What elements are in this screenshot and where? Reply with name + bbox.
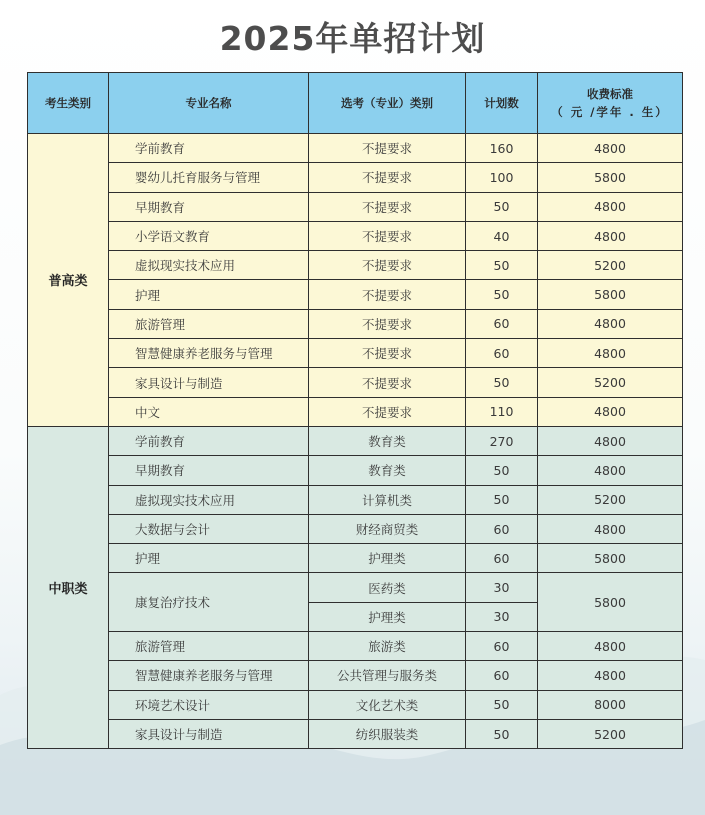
exam-type-cell: 不提要求 [309,280,466,309]
table-row [28,514,683,543]
plan-cell: 60 [466,309,538,338]
major-cell: 小学语文教育 [109,221,309,250]
table-row [28,309,683,338]
table-row [28,573,683,602]
fee-cell: 5800 [538,163,683,192]
plan-cell: 50 [466,192,538,221]
table-row [28,632,683,661]
plan-cell: 40 [466,221,538,250]
major-cell: 护理 [109,280,309,309]
major-cell: 智慧健康养老服务与管理 [109,661,309,690]
major-cell: 家具设计与制造 [109,368,309,397]
fee-cell: 4800 [538,514,683,543]
fee-cell: 4800 [538,309,683,338]
table-row [28,339,683,368]
table-header-row [28,73,683,134]
fee-cell: 5800 [538,280,683,309]
major-cell: 环境艺术设计 [109,690,309,719]
plan-cell: 60 [466,632,538,661]
fee-cell: 4800 [538,221,683,250]
plan-cell: 100 [466,163,538,192]
fee-cell: 4800 [538,339,683,368]
table-row [28,251,683,280]
exam-type-cell: 不提要求 [309,221,466,250]
exam-type-cell: 纺织服装类 [309,719,466,748]
fee-cell: 4800 [538,426,683,455]
major-cell: 家具设计与制造 [109,719,309,748]
table-row [28,280,683,309]
exam-type-cell: 不提要求 [309,339,466,368]
table-row [28,544,683,573]
fee-cell: 5200 [538,719,683,748]
fee-cell: 4800 [538,632,683,661]
exam-type-cell: 不提要求 [309,134,466,163]
exam-type-cell: 不提要求 [309,192,466,221]
exam-type-cell: 教育类 [309,426,466,455]
plan-cell: 50 [466,456,538,485]
header-category: 考生类别 [28,73,109,134]
exam-type-cell: 不提要求 [309,163,466,192]
header-plan: 计划数 [466,73,538,134]
fee-cell: 8000 [538,690,683,719]
plan-cell: 50 [466,280,538,309]
major-cell: 护理 [109,544,309,573]
table-row [28,163,683,192]
exam-type-cell: 不提要求 [309,368,466,397]
table-row [28,192,683,221]
exam-type-cell: 公共管理与服务类 [309,661,466,690]
major-cell: 婴幼儿托育服务与管理 [109,163,309,192]
plan-cell: 50 [466,719,538,748]
enrollment-plan-table [27,72,683,749]
table-row [28,426,683,455]
table-row [28,397,683,426]
fee-cell: 4800 [538,134,683,163]
category-cell: 普高类 [28,134,109,427]
plan-cell: 50 [466,690,538,719]
major-cell: 智慧健康养老服务与管理 [109,339,309,368]
plan-cell: 30 [466,573,538,602]
plan-cell: 60 [466,544,538,573]
exam-type-cell: 财经商贸类 [309,514,466,543]
plan-cell: 60 [466,339,538,368]
major-cell: 学前教育 [109,426,309,455]
fee-cell: 4800 [538,661,683,690]
exam-type-cell: 医药类 [309,573,466,602]
major-cell: 旅游管理 [109,309,309,338]
exam-type-cell: 计算机类 [309,485,466,514]
exam-type-cell: 不提要求 [309,397,466,426]
table-row [28,690,683,719]
header-fee [538,73,683,134]
exam-type-cell: 文化艺术类 [309,690,466,719]
plan-cell: 30 [466,602,538,631]
plan-cell: 160 [466,134,538,163]
header-major: 专业名称 [109,73,309,134]
table-row [28,456,683,485]
page-title: 2025年单招计划 [219,19,486,58]
plan-cell: 110 [466,397,538,426]
table-row [28,485,683,514]
exam-type-cell: 不提要求 [309,309,466,338]
major-cell: 中文 [109,397,309,426]
exam-type-cell: 护理类 [309,602,466,631]
table-row [28,134,683,163]
fee-cell: 5200 [538,251,683,280]
exam-type-cell: 护理类 [309,544,466,573]
plan-cell: 50 [466,485,538,514]
major-cell: 早期教育 [109,192,309,221]
major-cell: 早期教育 [109,456,309,485]
major-cell: 虚拟现实技术应用 [109,251,309,280]
table-row [28,368,683,397]
header-fee-line1: 收费标准 [587,87,633,101]
table-row [28,719,683,748]
major-cell: 康复治疗技术 [109,573,309,632]
table-row [28,661,683,690]
plan-cell: 270 [466,426,538,455]
fee-cell: 5200 [538,368,683,397]
fee-cell: 4800 [538,192,683,221]
fee-cell: 4800 [538,456,683,485]
fee-cell: 4800 [538,397,683,426]
plan-cell: 50 [466,251,538,280]
category-cell: 中职类 [28,426,109,748]
major-cell: 旅游管理 [109,632,309,661]
fee-cell: 5200 [538,485,683,514]
header-fee-line2: （ 元 /学年 . 生） [551,105,669,119]
exam-type-cell: 不提要求 [309,251,466,280]
major-cell: 虚拟现实技术应用 [109,485,309,514]
plan-cell: 50 [466,368,538,397]
table-row [28,221,683,250]
header-exam-type: 选考（专业）类别 [309,73,466,134]
fee-cell: 5800 [538,573,683,632]
exam-type-cell: 旅游类 [309,632,466,661]
fee-cell: 5800 [538,544,683,573]
plan-cell: 60 [466,514,538,543]
plan-cell: 60 [466,661,538,690]
major-cell: 大数据与会计 [109,514,309,543]
exam-type-cell: 教育类 [309,456,466,485]
major-cell: 学前教育 [109,134,309,163]
